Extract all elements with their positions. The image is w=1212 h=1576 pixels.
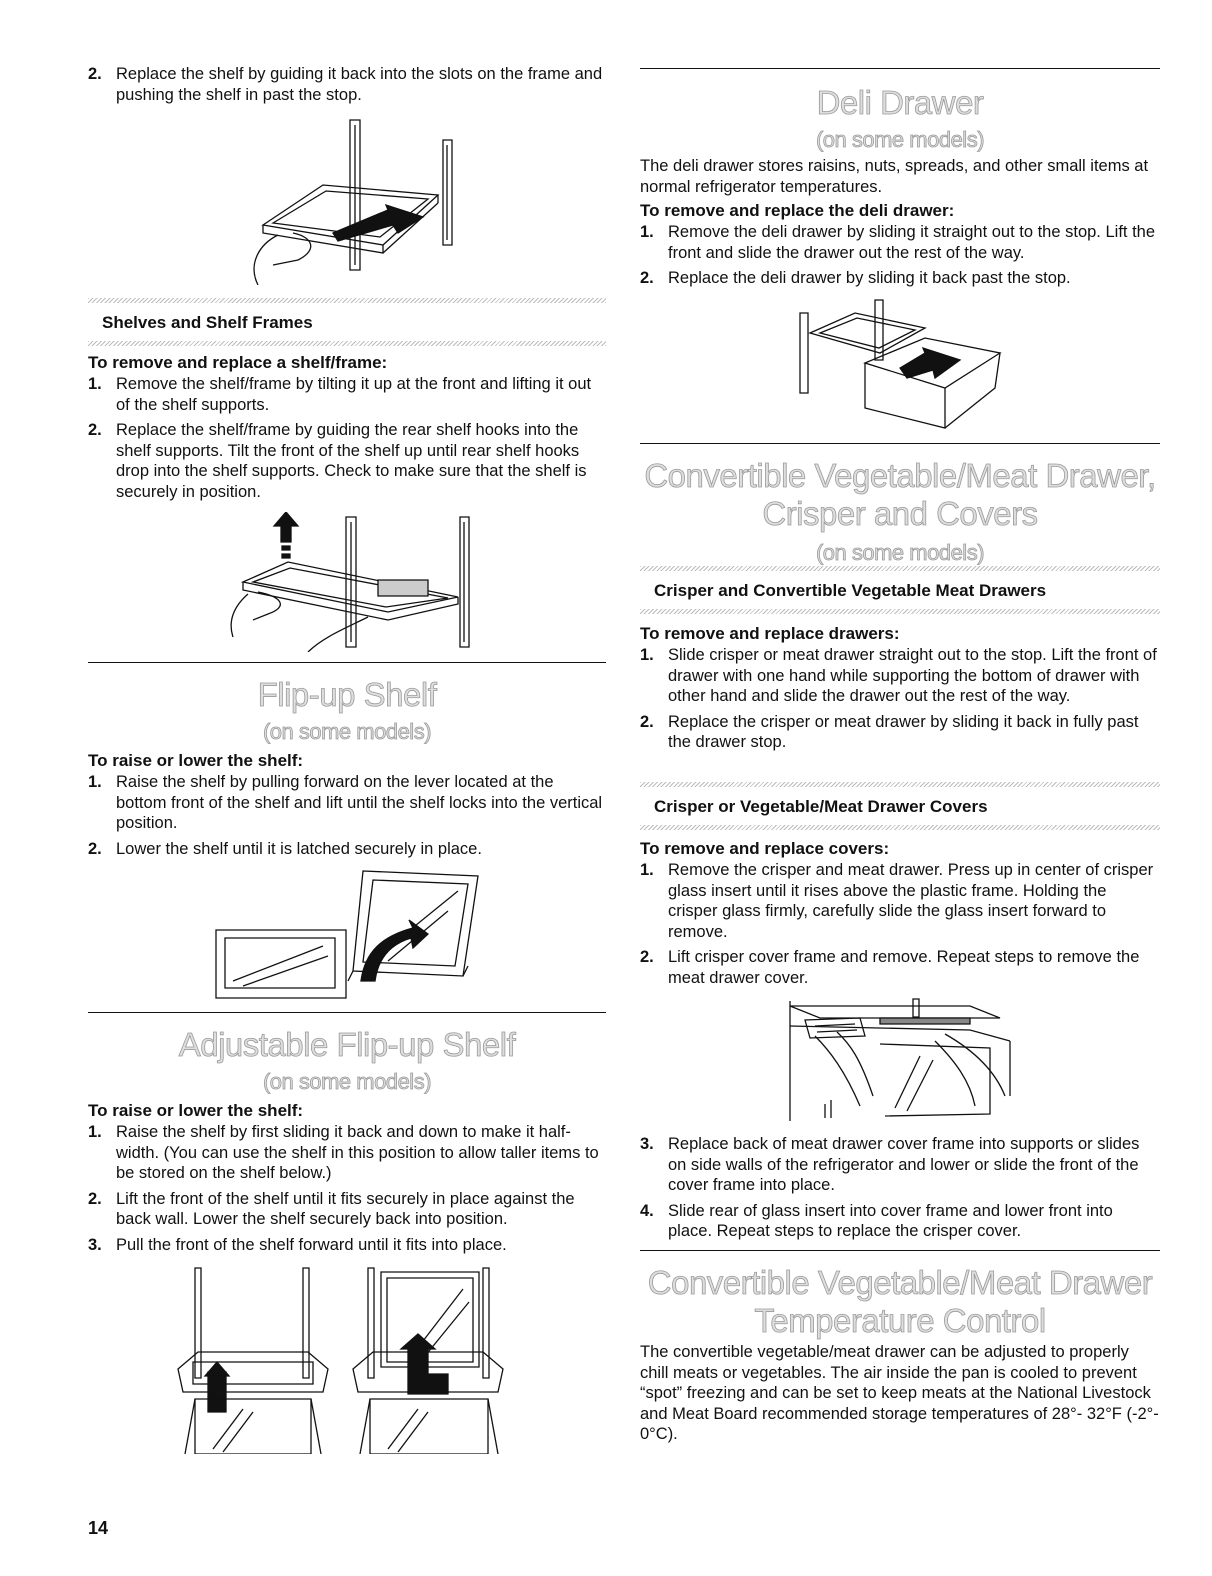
list-item: 1. Raise the shelf by first sliding it back and down to make it half-width. (You can use the shelf in this position to allow taller items to be stored on the shelf below.): [88, 1123, 599, 1182]
drawers-subheading-bar: [640, 566, 1160, 614]
drawers-section: [640, 623, 1160, 758]
temperature-control-section: [640, 1264, 1160, 1445]
flip-up-step-list: [88, 772, 606, 859]
list-item: 2. Replace the crisper or meat drawer by sliding it back in fully past the drawer stop.: [640, 712, 1139, 751]
covers-task-heading: To remove and replace covers:: [640, 839, 890, 858]
section-divider: [88, 662, 606, 663]
covers-step-list: [640, 860, 1160, 988]
temperature-title-line2: Temperature Control: [754, 1302, 1046, 1339]
section-divider: [640, 443, 1160, 444]
convertible-title-line1: Convertible Vegetable/Meat Drawer,: [644, 457, 1156, 494]
covers-step-list-continued: [640, 1134, 1160, 1242]
adjustable-flip-up-section: [88, 1026, 606, 1260]
covers-section-continued: [640, 1134, 1160, 1247]
list-item: 1. Slide crisper or meat drawer straight out to the stop. Lift the front of drawer with one hand while supporting the bottom of drawer with other hand and slide the drawer out the rest of the way.: [640, 646, 1157, 705]
hatch-divider: [640, 609, 1160, 614]
list-item: 3. Replace back of meat drawer cover frame into supports or slides on side walls of the refrigerator and lower or slide the front of the cover frame into place.: [640, 1135, 1140, 1194]
covers-subheading-bar: [640, 782, 1160, 830]
flip-up-task-heading: To raise or lower the shelf:: [88, 751, 304, 770]
intro-step-list: [88, 64, 606, 110]
list-item: 3. Pull the front of the shelf forward until it fits into place.: [88, 1235, 507, 1254]
list-item: 1. Remove the shelf/frame by tilting it up at the front and lifting it out of the shelf supports.: [88, 375, 592, 414]
flip-up-shelf-title: Flip-up Shelf: [257, 676, 437, 713]
temperature-description: The convertible vegetable/meat drawer can be adjusted to properly chill meats or vegetables. The air inside the pan is cooled to prevent “spot” freezing and can be set to keep meats at the National Livestock and Meat Board recommended storage temperatures of 28°- 32°F (-2°- 0°C).: [640, 1343, 1159, 1443]
adjustable-flip-up-title: Adjustable Flip-up Shelf: [178, 1026, 516, 1063]
adjustable-shelf-illustration: [173, 1264, 518, 1454]
flip-up-shelf-illustration: [213, 866, 483, 1002]
list-item: 1. Raise the shelf by pulling forward on the lever located at the bottom front of the shelf and lift until the shelf locks into the vertical position.: [88, 773, 603, 832]
adjustable-step-list: [88, 1122, 606, 1255]
temperature-title-line1: Convertible Vegetable/Meat Drawer: [647, 1264, 1153, 1301]
deli-drawer-description: The deli drawer stores raisins, nuts, spreads, and other small items at normal refrigerator temperatures.: [640, 157, 1149, 196]
convertible-drawer-section: [640, 457, 1160, 567]
list-item: 2. Replace the deli drawer by sliding it back past the stop.: [640, 269, 1071, 287]
list-item: 1. Remove the crisper and meat drawer. Press up in center of crisper glass insert until it rises above the plastic frame. Holding the crisper glass firmly, carefully slide the glass insert forward to remove.: [640, 861, 1154, 941]
list-item: 2. Lift crisper cover frame and remove. Repeat steps to remove the meat drawer cover.: [640, 948, 1140, 987]
shelves-subheading-bar: [88, 298, 606, 346]
drawers-subheading: Crisper and Convertible Vegetable Meat Drawers: [654, 581, 1047, 600]
drawers-task-heading: To remove and replace drawers:: [640, 624, 900, 643]
convertible-title-line2: Crisper and Covers: [762, 495, 1038, 532]
deli-drawer-section: [640, 84, 1160, 294]
covers-subheading: Crisper or Vegetable/Meat Drawer Covers: [654, 797, 988, 816]
convertible-subtitle: (on some models): [815, 540, 985, 565]
flip-up-shelf-section: [88, 676, 606, 864]
deli-task-heading: To remove and replace the deli drawer:: [640, 201, 955, 220]
section-divider: [88, 1012, 606, 1013]
deli-drawer-subtitle: (on some models): [815, 127, 985, 152]
flip-up-shelf-subtitle: (on some models): [262, 719, 432, 744]
shelf-slide-in-illustration: [238, 115, 468, 285]
shelves-task-heading: To remove and replace a shelf/frame:: [88, 353, 388, 372]
deli-drawer-illustration: [795, 298, 1010, 433]
crisper-cover-illustration: [785, 996, 1015, 1124]
list-item: 4. Slide rear of glass insert into cover frame and lower front into place. Repeat steps to replace the crisper cover.: [640, 1201, 1113, 1240]
shelves-step-list: [88, 374, 606, 502]
section-divider: [640, 68, 1160, 69]
hatch-divider: [640, 825, 1160, 830]
list-item: 2. Lift the front of the shelf until it fits securely in place against the back wall. Lower the shelf securely back into position.: [88, 1189, 575, 1228]
shelves-section: [88, 352, 606, 507]
hatch-divider: [88, 341, 606, 346]
drawers-step-list: [640, 645, 1160, 753]
deli-step-list: [640, 222, 1160, 289]
list-item: 2. Lower the shelf until it is latched securely in place.: [88, 839, 482, 858]
adjustable-flip-up-subtitle: (on some models): [262, 1069, 432, 1094]
page-number: 14: [88, 1518, 109, 1538]
deli-drawer-title: Deli Drawer: [816, 84, 984, 121]
list-item: 1. Remove the deli drawer by sliding it straight out to the stop. Lift the front and slide the drawer out the rest of the way.: [640, 223, 1156, 262]
list-item: 2. Replace the shelf/frame by guiding the rear shelf hooks into the shelf supports. Tilt the front of the shelf up until rear shelf hooks drop into the shelf supports. Check to make sure that the shelf is securely in position.: [88, 421, 587, 501]
covers-section: [640, 838, 1160, 993]
adjustable-task-heading: To raise or lower the shelf:: [88, 1101, 304, 1120]
shelf-tilt-illustration: [228, 512, 478, 652]
section-divider: [640, 1250, 1160, 1251]
list-item: 2. Replace the shelf by guiding it back into the slots on the frame and pushing the shelf in past the stop.: [88, 65, 603, 104]
shelves-subheading: Shelves and Shelf Frames: [102, 313, 313, 332]
